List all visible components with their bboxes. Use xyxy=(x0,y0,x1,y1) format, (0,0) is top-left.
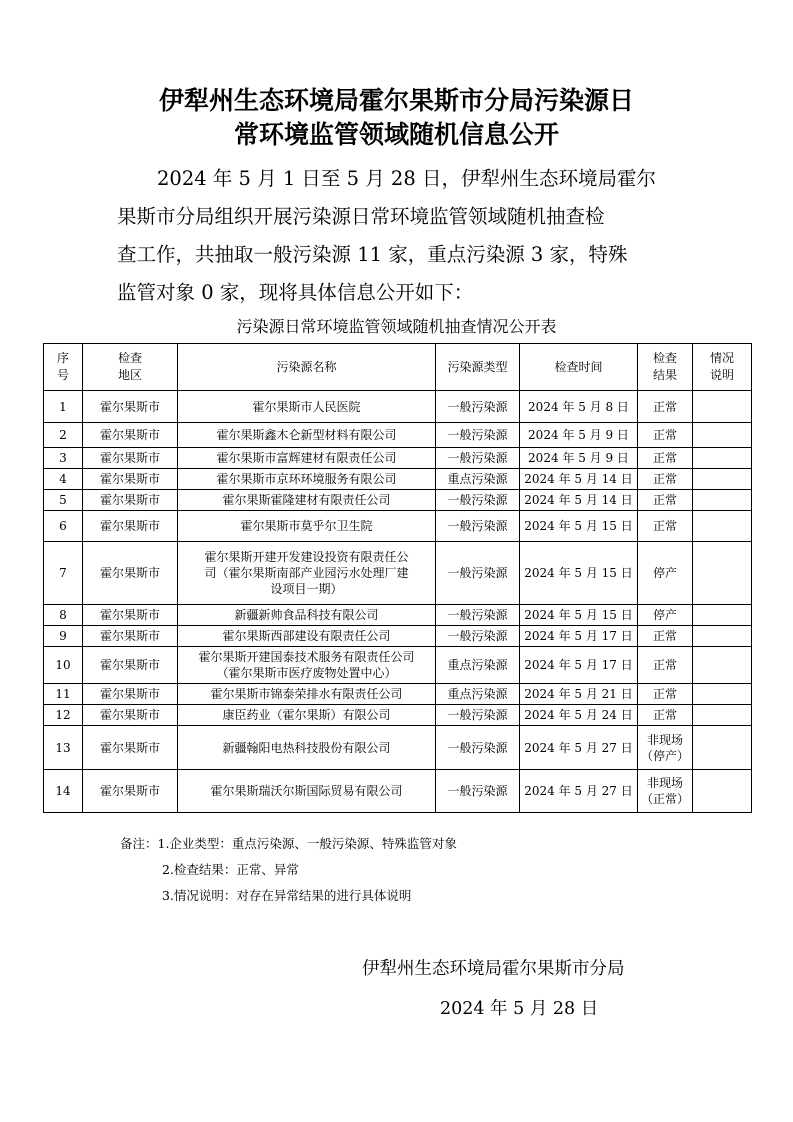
cell-seq: 10 xyxy=(44,647,83,684)
cell-seq: 6 xyxy=(44,511,83,542)
cell-area: 霍尔果斯市 xyxy=(83,448,178,469)
cell-time: 2024 年 5 月 17 日 xyxy=(520,626,638,647)
table-row xyxy=(44,469,752,490)
cell-name-line: 霍尔果斯市人民医院 xyxy=(252,399,361,414)
cell-name-line: 霍尔果斯瑞沃尔斯国际贸易有限公司 xyxy=(210,784,403,798)
cell-name-line: 霍尔果斯市富辉建材有限责任公司 xyxy=(216,451,397,465)
cell-type: 一般污染源 xyxy=(436,423,520,448)
cell-name-line: 司（霍尔果斯南部产业园污水处理厂建 xyxy=(204,566,409,580)
cell-type: 一般污染源 xyxy=(436,770,520,813)
inspection-table xyxy=(43,343,752,813)
cell-name xyxy=(178,770,436,813)
cell-area: 霍尔果斯市 xyxy=(83,490,178,511)
cell-seq: 5 xyxy=(44,490,83,511)
table-row xyxy=(44,423,752,448)
cell-result-line: （正常） xyxy=(640,792,689,806)
cell-area: 霍尔果斯市 xyxy=(83,705,178,726)
cell-result xyxy=(638,684,693,705)
cell-result xyxy=(638,542,693,605)
cell-area: 霍尔果斯市 xyxy=(83,726,178,770)
cell-type: 一般污染源 xyxy=(436,542,520,605)
cell-result-line: 正常 xyxy=(652,493,677,507)
cell-note xyxy=(693,647,752,684)
cell-time: 2024 年 5 月 15 日 xyxy=(520,605,638,626)
table-caption: 污染源日常环境监管领域随机抽查情况公开表 xyxy=(236,317,557,336)
cell-result xyxy=(638,770,693,813)
table-row xyxy=(44,684,752,705)
table-body xyxy=(44,391,752,813)
cell-area: 霍尔果斯市 xyxy=(83,684,178,705)
cell-name xyxy=(178,647,436,684)
cell-seq: 9 xyxy=(44,626,83,647)
document-title-line1: 伊犁州生态环境局霍尔果斯市分局污染源日 xyxy=(158,86,634,115)
cell-result-line: 正常 xyxy=(652,428,677,442)
intro-line: 2024 年 5 月 1 日至 5 月 28 日，伊犁州生态环境局霍尔 xyxy=(157,167,656,190)
signature-org: 伊犁州生态环境局霍尔果斯市分局 xyxy=(362,959,625,979)
table-row xyxy=(44,542,752,605)
cell-name xyxy=(178,726,436,770)
cell-result xyxy=(638,705,693,726)
cell-type: 重点污染源 xyxy=(436,469,520,490)
cell-name-line: 新疆翰阳电热科技股份有限公司 xyxy=(222,740,391,755)
cell-time: 2024 年 5 月 9 日 xyxy=(520,423,638,448)
cell-area: 霍尔果斯市 xyxy=(83,647,178,684)
cell-time: 2024 年 5 月 21 日 xyxy=(520,684,638,705)
cell-time: 2024 年 5 月 15 日 xyxy=(520,542,638,605)
cell-seq: 11 xyxy=(44,684,83,705)
cell-name-line: 霍尔果斯霍隆建材有限责任公司 xyxy=(222,493,391,507)
table-row xyxy=(44,770,752,813)
cell-area: 霍尔果斯市 xyxy=(83,511,178,542)
cell-name-line: （霍尔果斯市医疗废物处置中心） xyxy=(216,666,397,680)
header-area: 检查 地区 xyxy=(83,344,178,391)
table-row xyxy=(44,605,752,626)
cell-name-line: 霍尔果斯市锦泰荣排水有限责任公司 xyxy=(210,687,403,701)
table-row xyxy=(44,448,752,469)
cell-time: 2024 年 5 月 14 日 xyxy=(520,469,638,490)
cell-area: 霍尔果斯市 xyxy=(83,626,178,647)
cell-seq: 8 xyxy=(44,605,83,626)
cell-type: 一般污染源 xyxy=(436,511,520,542)
cell-time: 2024 年 5 月 15 日 xyxy=(520,511,638,542)
cell-result-line: 正常 xyxy=(652,519,677,533)
cell-type: 一般污染源 xyxy=(436,391,520,423)
cell-result xyxy=(638,391,693,423)
signature-date: 2024 年 5 月 28 日 xyxy=(440,999,599,1019)
cell-note xyxy=(693,423,752,448)
cell-type: 一般污染源 xyxy=(436,705,520,726)
cell-result xyxy=(638,647,693,684)
cell-type: 一般污染源 xyxy=(436,490,520,511)
cell-area: 霍尔果斯市 xyxy=(83,770,178,813)
cell-result-line: （停产） xyxy=(640,748,689,763)
cell-name-line: 霍尔果斯开建开发建设投资有限责任公 xyxy=(204,550,409,564)
document-title-line2: 常环境监管领域随机信息公开 xyxy=(233,120,559,149)
cell-name-line: 霍尔果斯开建国泰技术服务有限责任公司 xyxy=(198,650,415,664)
cell-seq: 13 xyxy=(44,726,83,770)
cell-result-line: 正常 xyxy=(652,472,677,486)
cell-name-line: 康臣药业（霍尔果斯）有限公司 xyxy=(222,708,391,722)
cell-result-line: 正常 xyxy=(652,708,677,722)
cell-area: 霍尔果斯市 xyxy=(83,605,178,626)
cell-name-line: 霍尔果斯鑫木仑新型材料有限公司 xyxy=(216,428,397,442)
cell-name xyxy=(178,626,436,647)
cell-type: 重点污染源 xyxy=(436,684,520,705)
cell-time: 2024 年 5 月 8 日 xyxy=(520,391,638,423)
cell-result-line: 非现场 xyxy=(646,732,683,747)
cell-name xyxy=(178,490,436,511)
header-result: 检查 结果 xyxy=(638,344,693,391)
cell-area: 霍尔果斯市 xyxy=(83,542,178,605)
table-row xyxy=(44,511,752,542)
cell-result-line: 正常 xyxy=(652,687,677,701)
cell-area: 霍尔果斯市 xyxy=(83,423,178,448)
cell-name xyxy=(178,684,436,705)
cell-type: 一般污染源 xyxy=(436,726,520,770)
cell-result xyxy=(638,490,693,511)
cell-name-line: 霍尔果斯西部建设有限责任公司 xyxy=(222,629,391,643)
intro-line: 监管对象 0 家，现将具体信息公开如下： xyxy=(117,281,474,304)
table-row xyxy=(44,626,752,647)
cell-name xyxy=(178,605,436,626)
cell-result-line: 停产 xyxy=(652,566,677,580)
cell-name-line: 设项目一期） xyxy=(270,582,343,596)
note-item: 2.检查结果：正常、异常 xyxy=(162,862,299,877)
cell-time: 2024 年 5 月 14 日 xyxy=(520,490,638,511)
cell-seq: 1 xyxy=(44,391,83,423)
cell-time: 2024 年 5 月 27 日 xyxy=(520,726,638,770)
cell-time: 2024 年 5 月 27 日 xyxy=(520,770,638,813)
header-seq: 序 号 xyxy=(44,344,83,391)
note-item: 3.情况说明：对存在异常结果的进行具体说明 xyxy=(162,888,412,903)
cell-time: 2024 年 5 月 9 日 xyxy=(520,448,638,469)
cell-seq: 7 xyxy=(44,542,83,605)
cell-type: 一般污染源 xyxy=(436,448,520,469)
cell-result-line: 正常 xyxy=(652,399,677,414)
header-name: 污染源名称 xyxy=(178,344,436,391)
cell-area: 霍尔果斯市 xyxy=(83,469,178,490)
cell-note xyxy=(693,726,752,770)
cell-result-line: 正常 xyxy=(652,451,677,465)
cell-name xyxy=(178,423,436,448)
cell-note xyxy=(693,448,752,469)
cell-result xyxy=(638,511,693,542)
table-row xyxy=(44,726,752,770)
cell-seq: 14 xyxy=(44,770,83,813)
table-row xyxy=(44,705,752,726)
table-header-row xyxy=(44,344,752,391)
cell-area: 霍尔果斯市 xyxy=(83,391,178,423)
cell-note xyxy=(693,542,752,605)
note-item: 备注：1.企业类型：重点污染源、一般污染源、特殊监管对象 xyxy=(120,836,457,851)
cell-result-line: 正常 xyxy=(652,629,677,643)
cell-result-line: 正常 xyxy=(652,658,677,672)
cell-note xyxy=(693,705,752,726)
cell-result xyxy=(638,605,693,626)
cell-note xyxy=(693,605,752,626)
cell-type: 一般污染源 xyxy=(436,605,520,626)
intro-line: 果斯市分局组织开展污染源日常环境监管领域随机抽查检 xyxy=(117,205,605,228)
header-note: 情况 说明 xyxy=(693,344,752,391)
cell-name xyxy=(178,391,436,423)
cell-name xyxy=(178,448,436,469)
cell-name xyxy=(178,469,436,490)
intro-paragraph xyxy=(117,160,677,312)
cell-result-line: 停产 xyxy=(652,608,677,622)
cell-name xyxy=(178,542,436,605)
cell-seq: 3 xyxy=(44,448,83,469)
cell-result xyxy=(638,626,693,647)
cell-note xyxy=(693,684,752,705)
cell-note xyxy=(693,770,752,813)
cell-result xyxy=(638,469,693,490)
cell-result xyxy=(638,726,693,770)
cell-note xyxy=(693,490,752,511)
table-row xyxy=(44,391,752,423)
cell-seq: 2 xyxy=(44,423,83,448)
cell-time: 2024 年 5 月 24 日 xyxy=(520,705,638,726)
cell-seq: 4 xyxy=(44,469,83,490)
cell-type: 一般污染源 xyxy=(436,626,520,647)
cell-note xyxy=(693,626,752,647)
table-row xyxy=(44,490,752,511)
cell-result-line: 非现场 xyxy=(646,776,683,790)
cell-type: 重点污染源 xyxy=(436,647,520,684)
cell-name-line: 新疆新帅食品科技有限公司 xyxy=(234,608,379,622)
cell-result xyxy=(638,448,693,469)
intro-line: 查工作，共抽取一般污染源 11 家，重点污染源 3 家，特殊 xyxy=(117,243,628,266)
cell-note xyxy=(693,469,752,490)
table-row xyxy=(44,647,752,684)
cell-name xyxy=(178,705,436,726)
header-time: 检查时间 xyxy=(520,344,638,391)
cell-name xyxy=(178,511,436,542)
cell-name-line: 霍尔果斯市京环环境服务有限公司 xyxy=(216,472,397,486)
cell-seq: 12 xyxy=(44,705,83,726)
notes-section xyxy=(120,831,457,909)
cell-name-line: 霍尔果斯市莫乎尔卫生院 xyxy=(240,519,373,533)
cell-result xyxy=(638,423,693,448)
cell-time: 2024 年 5 月 17 日 xyxy=(520,647,638,684)
cell-note xyxy=(693,511,752,542)
cell-note xyxy=(693,391,752,423)
header-type: 污染源类型 xyxy=(436,344,520,391)
